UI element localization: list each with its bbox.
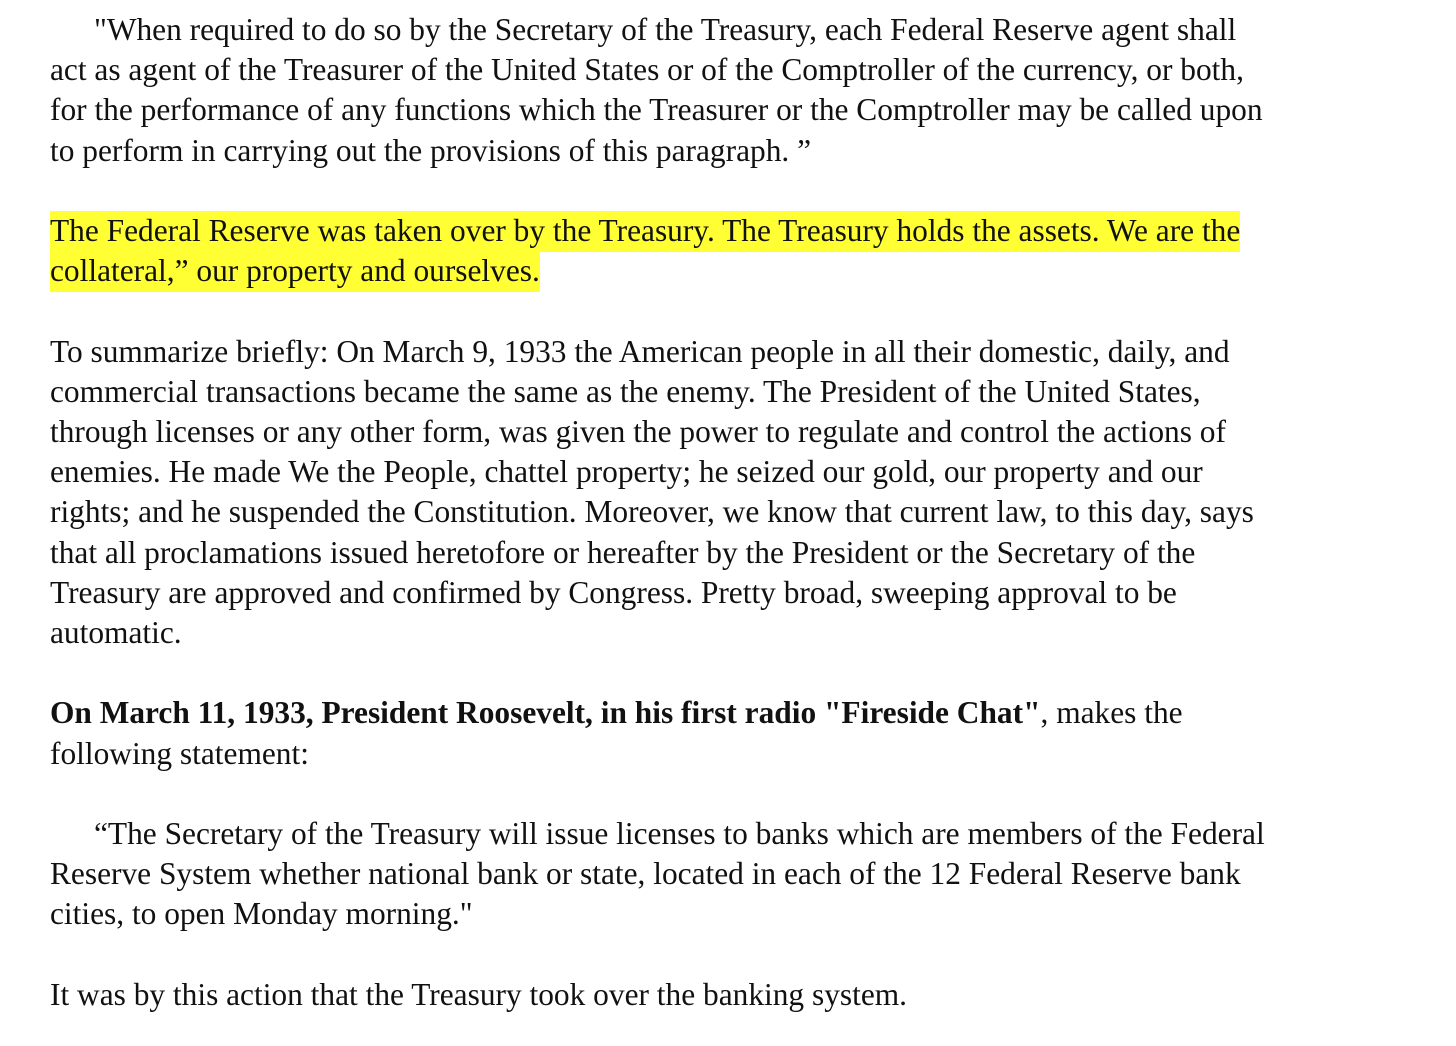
- text-line: rights; and he suspended the Constitution. Moreover, we know that current law, to this day, says: [50, 494, 1254, 530]
- paragraph-spacer: [50, 171, 1420, 211]
- text-line: cities, to open Monday morning.": [50, 896, 473, 932]
- text-line: “The Secretary of the Treasury will issue licenses to banks which are members of the Federal: [94, 816, 1265, 851]
- highlighted-line: [50, 251, 1420, 291]
- text-line: [50, 693, 1420, 733]
- text-line: Treasury are approved and confirmed by Congress. Pretty broad, sweeping approval to be: [50, 574, 1177, 610]
- text-line: through licenses or any other form, was given the power to regulate and control the actions of: [50, 414, 1226, 449]
- bold-heading-text: On March 11, 1933, President Roosevelt, in his first radio "Fireside Chat": [50, 695, 1041, 731]
- paragraph-spacer: [50, 291, 1420, 331]
- text-line: To summarize briefly: On March 9, 1933 the American people in all their domestic, daily, and: [50, 333, 1230, 369]
- closing-paragraph: [50, 975, 1420, 1015]
- summary-paragraph: [50, 332, 1420, 654]
- text-line: that all proclamations issued heretofore or hereafter by the President or the Secretary of the: [50, 534, 1196, 570]
- treasury-quote-paragraph: [50, 10, 1420, 171]
- paragraph-spacer: [50, 653, 1420, 693]
- paragraph-spacer: [50, 935, 1420, 975]
- highlight-text: collateral,” our property and ourselves.: [50, 251, 540, 292]
- text-line: automatic.: [50, 615, 182, 651]
- text-line: Reserve System whether national bank or state, located in each of the 12 Federal Reserve bank: [50, 856, 1241, 892]
- text-line: act as agent of the Treasurer of the United States or of the Comptroller of the currency, or both,: [50, 52, 1244, 88]
- text-line: following statement:: [50, 735, 309, 771]
- roosevelt-quote-paragraph: [50, 814, 1420, 935]
- heading-continuation-text: , makes the: [1040, 695, 1183, 731]
- paragraph-spacer: [50, 774, 1420, 814]
- text-line: It was by this action that the Treasury took over the banking system.: [50, 976, 908, 1012]
- text-line: "When required to do so by the Secretary of the Treasury, each Federal Reserve agent shall: [94, 12, 1237, 47]
- highlighted-line: [50, 211, 1420, 251]
- text-line: for the performance of any functions which the Treasurer or the Comptroller may be called upon: [50, 92, 1263, 128]
- text-line: enemies. He made We the People, chattel property; he seized our gold, our property and our: [50, 454, 1203, 490]
- text-line: to perform in carrying out the provisions of this paragraph. ”: [50, 132, 812, 168]
- document-body: [50, 10, 1420, 1015]
- text-line: commercial transactions became the same as the enemy. The President of the United States,: [50, 373, 1201, 409]
- fireside-chat-paragraph: [50, 693, 1420, 773]
- highlight-text: The Federal Reserve was taken over by the Treasury. The Treasury holds the assets. We are the: [50, 211, 1240, 252]
- highlighted-paragraph: [50, 211, 1420, 291]
